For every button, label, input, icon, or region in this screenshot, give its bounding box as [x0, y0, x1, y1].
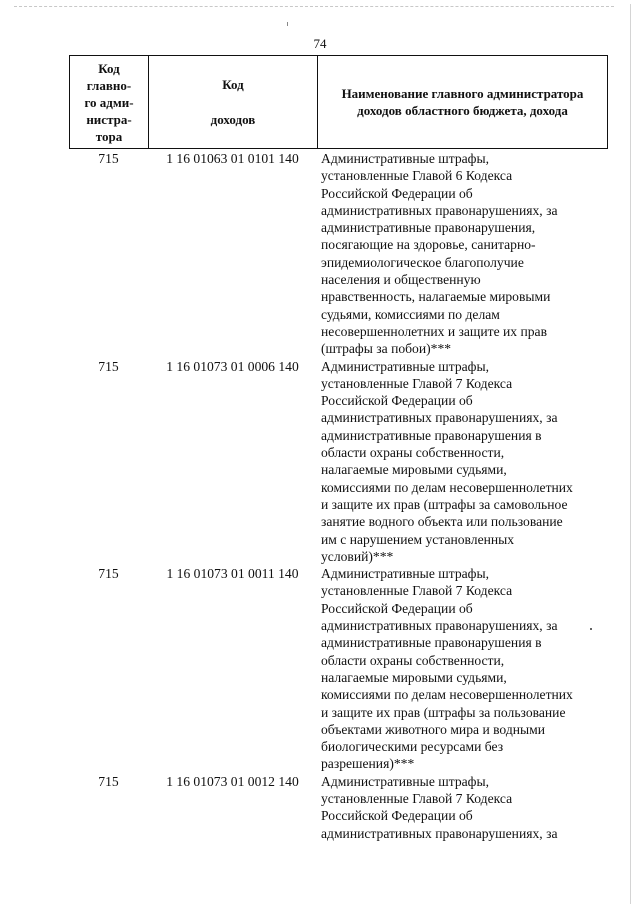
income-name: Административные штрафы, установленные Главой 6 Кодекса Российской Федерации об административных правонарушениях, за административные правонарушения, посягающие на здоровье, санитарно- эпидемиологическое благополучие населения и общественную нравственность, налагаемые мировыми судьями, комиссиями по делам несовершеннолетних и защите их прав (штрафы за побои)***: [321, 151, 558, 357]
header-income-code: [149, 56, 318, 148]
table-row: [69, 358, 608, 566]
income-code: 1 16 01073 01 0006 140: [166, 358, 299, 374]
income-name: Административные штрафы, установленные Главой 7 Кодекса Российской Федерации об административных правонарушениях, за: [321, 773, 558, 841]
table-body: [69, 150, 608, 842]
income-code: 1 16 01063 01 0101 140: [166, 151, 299, 166]
scan-mark: [287, 22, 288, 26]
admin-code: 715: [98, 151, 119, 166]
admin-code: 715: [98, 566, 119, 582]
income-name: Административные штрафы, установленные Главой 7 Кодекса Российской Федерации об административных правонарушениях, за административные правонарушения в области охраны собственности, налагаемые мировыми судьями, комиссиями по делам несовершеннолетних и защите их прав (штрафы за пользование объектами животного мира и водными биологическими ресурсами без разрешения)***: [321, 566, 573, 772]
table-row: [69, 565, 608, 773]
scan-edge-line: [14, 6, 614, 8]
header-name-label: Наименование главного администратора доходов областного бюджета, дохода: [341, 86, 584, 118]
scan-edge-line: [630, 4, 631, 904]
admin-code: 715: [98, 358, 119, 374]
admin-code: 715: [98, 773, 119, 789]
scan-speck: [590, 628, 592, 630]
income-name: Административные штрафы, установленные Главой 7 Кодекса Российской Федерации об административных правонарушениях, за административные правонарушения в области охраны собственности, налагаемые мировыми судьями, комиссиями по делам несовершеннолетних и защите их прав (штрафы за самовольное занятие водного объекта или пользование им с нарушением установленных условий)***: [321, 358, 573, 564]
header-admin-code: [70, 56, 149, 148]
header-name: [318, 56, 607, 148]
page-number: 74: [313, 36, 327, 51]
table-header: [69, 55, 608, 149]
header-income-code-line2: доходов: [210, 112, 256, 127]
table-row: [69, 150, 608, 358]
income-code: 1 16 01073 01 0012 140: [166, 773, 299, 789]
header-income-code-line1: Код: [222, 77, 244, 92]
table-row: [69, 773, 608, 842]
header-admin-code-label: Код главно- го адми- нистра- тора: [84, 60, 134, 144]
income-code: 1 16 01073 01 0011 140: [166, 566, 299, 582]
